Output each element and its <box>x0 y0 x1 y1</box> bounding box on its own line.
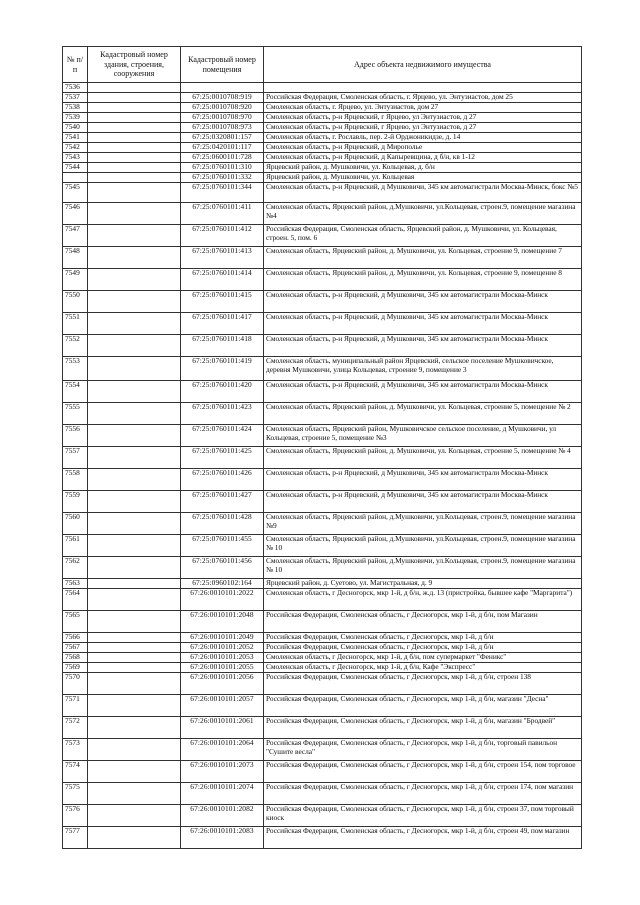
room-cadastral-cell: 67:25:0760101:424 <box>181 425 264 447</box>
table-row <box>63 557 582 579</box>
room-cadastral-cell: 67:26:0010101:2064 <box>181 739 264 761</box>
row-number: 7573 <box>63 739 88 761</box>
building-cadastral-cell <box>88 611 181 633</box>
table-row <box>63 579 582 589</box>
building-cadastral-cell <box>88 357 181 381</box>
room-cadastral-cell: 67:25:0760101:415 <box>181 291 264 313</box>
table-row <box>63 673 582 695</box>
table-row <box>63 203 582 225</box>
table-row <box>63 827 582 849</box>
address-cell: Смоленская область, Ярцевский район, д.Мушковичи, ул.Кольцевая, строен.9, помещение магазина № 10 <box>264 535 582 557</box>
header-address: Адрес объекта недвижимого имущества <box>264 47 582 83</box>
room-cadastral-cell: 67:25:0760101:455 <box>181 535 264 557</box>
row-number: 7536 <box>63 83 88 93</box>
row-number: 7538 <box>63 103 88 113</box>
building-cadastral-cell <box>88 579 181 589</box>
table-row <box>63 589 582 611</box>
row-number: 7556 <box>63 425 88 447</box>
row-number: 7566 <box>63 633 88 643</box>
address-cell: Российская Федерация, Смоленская область, г Десногорск, мкр 1-й, д б/н, строен 49, пом магазин <box>264 827 582 849</box>
row-number: 7554 <box>63 381 88 403</box>
room-cadastral-cell: 67:25:0760101:423 <box>181 403 264 425</box>
address-cell: Смоленская область, р-н Ярцевский, д Мушковичи, 345 км автомагистрали Москва-Минск <box>264 469 582 491</box>
address-cell: Смоленская область, Ярцевский район, д.Мушковичи, ул.Кольцевая, строен.9, помещение магазина №4 <box>264 203 582 225</box>
building-cadastral-cell <box>88 291 181 313</box>
room-cadastral-cell: 67:26:0010101:2052 <box>181 643 264 653</box>
address-cell: Ярцевский район, д. Мушковичи, ул. Кольцевая, д. б/н <box>264 163 582 173</box>
building-cadastral-cell <box>88 173 181 183</box>
address-cell: Смоленская область, г. Рославль, пер. 2-й Орджоникидзе, д. 14 <box>264 133 582 143</box>
table-row <box>63 225 582 247</box>
address-cell: Российская Федерация, Смоленская область, г Десногорск, мкр 1-й, д б/н, строен 154, пом торговое <box>264 761 582 783</box>
building-cadastral-cell <box>88 643 181 653</box>
room-cadastral-cell: 67:26:0010101:2056 <box>181 673 264 695</box>
building-cadastral-cell <box>88 653 181 663</box>
address-cell: Российская Федерация, Смоленская область, г Десногорск, мкр 1-й, д б/н, пом Магазин <box>264 611 582 633</box>
address-cell: Ярцевский район, д. Мушковичи, ул. Кольцевая <box>264 173 582 183</box>
building-cadastral-cell <box>88 827 181 849</box>
room-cadastral-cell: 67:25:0760101:413 <box>181 247 264 269</box>
row-number: 7541 <box>63 133 88 143</box>
row-number: 7570 <box>63 673 88 695</box>
room-cadastral-cell: 67:25:0010708:919 <box>181 93 264 103</box>
row-number: 7549 <box>63 269 88 291</box>
building-cadastral-cell <box>88 513 181 535</box>
address-cell <box>264 83 582 93</box>
row-number: 7557 <box>63 447 88 469</box>
row-number: 7545 <box>63 183 88 203</box>
table-row <box>63 739 582 761</box>
table-row <box>63 717 582 739</box>
table-row <box>63 469 582 491</box>
room-cadastral-cell: 67:26:0010101:2083 <box>181 827 264 849</box>
room-cadastral-cell: 67:26:0010101:2055 <box>181 663 264 673</box>
row-number: 7546 <box>63 203 88 225</box>
property-register-table <box>62 46 582 849</box>
building-cadastral-cell <box>88 805 181 827</box>
building-cadastral-cell <box>88 717 181 739</box>
table-row <box>63 143 582 153</box>
table-row <box>63 663 582 673</box>
building-cadastral-cell <box>88 673 181 695</box>
address-cell: Смоленская область, Ярцевский район, д. Мушковичи, ул. Кольцевая, строение 5, помещение № 4 <box>264 447 582 469</box>
table-row <box>63 695 582 717</box>
address-cell: Смоленская область, р-н Ярцевский, д Мушковичи, 345 км автомагистрали Москва-Минск <box>264 335 582 357</box>
row-number: 7550 <box>63 291 88 313</box>
room-cadastral-cell: 67:25:0760101:418 <box>181 335 264 357</box>
address-cell: Смоленская область, г. Ярцево, ул. Энтузиастов, дом 27 <box>264 103 582 113</box>
room-cadastral-cell: 67:25:0010708:970 <box>181 113 264 123</box>
row-number: 7555 <box>63 403 88 425</box>
building-cadastral-cell <box>88 633 181 643</box>
building-cadastral-cell <box>88 203 181 225</box>
table-row <box>63 335 582 357</box>
row-number: 7564 <box>63 589 88 611</box>
address-cell: Смоленская область, Ярцевский район, д. Мушковичи, ул. Кольцевая, строение 5, помещение № 2 <box>264 403 582 425</box>
building-cadastral-cell <box>88 663 181 673</box>
building-cadastral-cell <box>88 783 181 805</box>
table-body <box>63 83 582 849</box>
table-row <box>63 183 582 203</box>
table-row <box>63 633 582 643</box>
table-row <box>63 491 582 513</box>
building-cadastral-cell <box>88 335 181 357</box>
building-cadastral-cell <box>88 491 181 513</box>
address-cell: Смоленская область, р-н Ярцевский, д Мушковичи, 345 км автомагистрали Москва-Минск <box>264 313 582 335</box>
address-cell: Смоленская область, р-н Ярцевский, д Мирополье <box>264 143 582 153</box>
table-row <box>63 357 582 381</box>
building-cadastral-cell <box>88 269 181 291</box>
table-row <box>63 513 582 535</box>
address-cell: Смоленская область, р-н Ярцевский, г Ярцево, ул Энтузиастов, д 27 <box>264 113 582 123</box>
address-cell: Российская Федерация, Смоленская область, г Десногорск, мкр 1-й, д б/н <box>264 633 582 643</box>
building-cadastral-cell <box>88 133 181 143</box>
address-cell: Российская Федерация, Смоленская область, г Десногорск, мкр 1-й, д б/н, торговый павильон "Сушите весла" <box>264 739 582 761</box>
address-cell: Смоленская область, г Десногорск, мкр 1-й, д б/н, пом супермаркет "Феникс" <box>264 653 582 663</box>
room-cadastral-cell: 67:25:0760101:344 <box>181 183 264 203</box>
table-row <box>63 123 582 133</box>
building-cadastral-cell <box>88 739 181 761</box>
room-cadastral-cell: 67:26:0010101:2057 <box>181 695 264 717</box>
building-cadastral-cell <box>88 589 181 611</box>
address-cell: Смоленская область, р-н Ярцевский, г Ярцево, ул Энтузиастов, д 27 <box>264 123 582 133</box>
row-number: 7562 <box>63 557 88 579</box>
building-cadastral-cell <box>88 761 181 783</box>
building-cadastral-cell <box>88 93 181 103</box>
header-building-cadastral: Кадастровый номер здания, строения, сооружения <box>88 47 181 83</box>
table-row <box>63 403 582 425</box>
table-header-row <box>63 47 582 83</box>
building-cadastral-cell <box>88 83 181 93</box>
address-cell: Ярцевский район, д. Суетово, ул. Магистральная, д. 9 <box>264 579 582 589</box>
row-number: 7576 <box>63 805 88 827</box>
building-cadastral-cell <box>88 695 181 717</box>
table-row <box>63 761 582 783</box>
room-cadastral-cell: 67:26:0010101:2053 <box>181 653 264 663</box>
table-row <box>63 93 582 103</box>
row-number: 7568 <box>63 653 88 663</box>
address-cell: Смоленская область, Ярцевский район, д.Мушковичи, ул.Кольцевая, строен.9, помещение магазина №9 <box>264 513 582 535</box>
row-number: 7559 <box>63 491 88 513</box>
room-cadastral-cell: 67:25:0420101:117 <box>181 143 264 153</box>
room-cadastral-cell: 67:25:0760101:425 <box>181 447 264 469</box>
table-row <box>63 425 582 447</box>
row-number: 7569 <box>63 663 88 673</box>
room-cadastral-cell: 67:25:0760101:412 <box>181 225 264 247</box>
row-number: 7547 <box>63 225 88 247</box>
table-row <box>63 805 582 827</box>
row-number: 7542 <box>63 143 88 153</box>
row-number: 7552 <box>63 335 88 357</box>
address-cell: Российская Федерация, Смоленская область, г Десногорск, мкр 1-й, д б/н, строен 138 <box>264 673 582 695</box>
building-cadastral-cell <box>88 313 181 335</box>
address-cell: Российская Федерация, Смоленская область, Ярцевский район, д. Мушковичи, ул. Кольцевая, строен. 5, пом. 6 <box>264 225 582 247</box>
address-cell: Смоленская область, р-н Ярцевский, д Мушковичи, 345 км автомагистрали Москва-Минск <box>264 491 582 513</box>
building-cadastral-cell <box>88 163 181 173</box>
row-number: 7574 <box>63 761 88 783</box>
building-cadastral-cell <box>88 183 181 203</box>
address-cell: Российская Федерация, Смоленская область, г Десногорск, мкр 1-й, д б/н <box>264 643 582 653</box>
address-cell: Смоленская область, г Десногорск, мкр 1-й, д б/н, ж.д. 13 (пристройка, бывшее кафе "Маргарита") <box>264 589 582 611</box>
address-cell: Смоленская область, г Десногорск, мкр 1-й, д б/н, Кафе "Экспресс" <box>264 663 582 673</box>
table-row <box>63 291 582 313</box>
room-cadastral-cell: 67:26:0010101:2074 <box>181 783 264 805</box>
building-cadastral-cell <box>88 123 181 133</box>
address-cell: Российская Федерация, Смоленская область, г. Ярцево, ул. Энтузиастов, дом 25 <box>264 93 582 103</box>
room-cadastral-cell: 67:25:0760101:456 <box>181 557 264 579</box>
table-row <box>63 103 582 113</box>
building-cadastral-cell <box>88 469 181 491</box>
row-number: 7537 <box>63 93 88 103</box>
header-num: № п/п <box>63 47 88 83</box>
row-number: 7563 <box>63 579 88 589</box>
row-number: 7558 <box>63 469 88 491</box>
table-row <box>63 611 582 633</box>
table-row <box>63 447 582 469</box>
table-row <box>63 83 582 93</box>
address-cell: Смоленская область, Ярцевский район, д. Мушковичи, ул. Кольцевая, строение 9, помещение 7 <box>264 247 582 269</box>
room-cadastral-cell: 67:25:0320801:157 <box>181 133 264 143</box>
building-cadastral-cell <box>88 535 181 557</box>
row-number: 7561 <box>63 535 88 557</box>
table-row <box>63 173 582 183</box>
table-row <box>63 783 582 805</box>
building-cadastral-cell <box>88 113 181 123</box>
room-cadastral-cell: 67:26:0010101:2061 <box>181 717 264 739</box>
row-number: 7571 <box>63 695 88 717</box>
address-cell: Смоленская область, р-н Ярцевский, д Мушковичи, 345 км автомагистрали Москва-Минск, бокс №5 <box>264 183 582 203</box>
table-row <box>63 133 582 143</box>
header-room-cadastral: Кадастровый номер помещения <box>181 47 264 83</box>
table-row <box>63 643 582 653</box>
room-cadastral-cell: 67:26:0010101:2082 <box>181 805 264 827</box>
address-cell: Смоленская область, Ярцевский район, Мушковичское сельское поселение, д Мушковичи, ул Кольцевая, строение 5, помещение №3 <box>264 425 582 447</box>
row-number: 7544 <box>63 163 88 173</box>
address-cell: Смоленская область, Ярцевский район, д.Мушковичи, ул.Кольцевая, строен.9, помещение магазина № 10 <box>264 557 582 579</box>
room-cadastral-cell: 67:26:0010101:2048 <box>181 611 264 633</box>
building-cadastral-cell <box>88 403 181 425</box>
room-cadastral-cell: 67:25:0760101:419 <box>181 357 264 381</box>
table-row <box>63 113 582 123</box>
row-number: 7577 <box>63 827 88 849</box>
address-cell: Смоленская область, р-н Ярцевский, д Капыревщина, д б/н, кв 1-12 <box>264 153 582 163</box>
row-number: 7540 <box>63 123 88 133</box>
row-number: 7548 <box>63 247 88 269</box>
building-cadastral-cell <box>88 381 181 403</box>
room-cadastral-cell: 67:25:0760101:426 <box>181 469 264 491</box>
address-cell: Российская Федерация, Смоленская область, г Десногорск, мкр 1-й, д б/н, строен 174, пом магазин <box>264 783 582 805</box>
table-row <box>63 163 582 173</box>
room-cadastral-cell: 67:26:0010101:2022 <box>181 589 264 611</box>
building-cadastral-cell <box>88 103 181 113</box>
address-cell: Российская Федерация, Смоленская область, г Десногорск, мкр 1-й, д б/н, магазин "Бродвей" <box>264 717 582 739</box>
building-cadastral-cell <box>88 557 181 579</box>
room-cadastral-cell: 67:25:0760101:332 <box>181 173 264 183</box>
address-cell: Российская Федерация, Смоленская область, г Десногорск, мкр 1-й, д б/н, магазин "Десна" <box>264 695 582 717</box>
table-row <box>63 653 582 663</box>
room-cadastral-cell: 67:25:0010708:973 <box>181 123 264 133</box>
room-cadastral-cell: 67:25:0600101:728 <box>181 153 264 163</box>
room-cadastral-cell <box>181 83 264 93</box>
row-number: 7565 <box>63 611 88 633</box>
address-cell: Российская Федерация, Смоленская область, г Десногорск, мкр 1-й, д б/н, строен 37, пом торговый киоск <box>264 805 582 827</box>
room-cadastral-cell: 67:25:0760101:428 <box>181 513 264 535</box>
row-number: 7567 <box>63 643 88 653</box>
address-cell: Смоленская область, Ярцевский район, д. Мушковичи, ул. Кольцевая, строение 9, помещение 8 <box>264 269 582 291</box>
room-cadastral-cell: 67:25:0010708:920 <box>181 103 264 113</box>
building-cadastral-cell <box>88 425 181 447</box>
table-row <box>63 313 582 335</box>
row-number: 7551 <box>63 313 88 335</box>
room-cadastral-cell: 67:25:0760101:411 <box>181 203 264 225</box>
row-number: 7543 <box>63 153 88 163</box>
room-cadastral-cell: 67:25:0760101:427 <box>181 491 264 513</box>
room-cadastral-cell: 67:26:0010101:2049 <box>181 633 264 643</box>
building-cadastral-cell <box>88 143 181 153</box>
building-cadastral-cell <box>88 225 181 247</box>
room-cadastral-cell: 67:25:0760101:310 <box>181 163 264 173</box>
address-cell: Смоленская область, р-н Ярцевский, д Мушковичи, 345 км автомагистрали Москва-Минск <box>264 291 582 313</box>
row-number <box>63 173 88 183</box>
building-cadastral-cell <box>88 247 181 269</box>
building-cadastral-cell <box>88 153 181 163</box>
row-number: 7572 <box>63 717 88 739</box>
row-number: 7553 <box>63 357 88 381</box>
table-row <box>63 247 582 269</box>
table-row <box>63 535 582 557</box>
table-row <box>63 269 582 291</box>
address-cell: Смоленская область, р-н Ярцевский, д Мушковичи, 345 км автомагистрали Москва-Минск <box>264 381 582 403</box>
address-cell: Смоленская область, муниципальный район Ярцевский, сельское поселение Мушковичское, деревня Мушковичи, улица Кольцевая, строение 9, помещение 3 <box>264 357 582 381</box>
room-cadastral-cell: 67:25:0760101:417 <box>181 313 264 335</box>
room-cadastral-cell: 67:25:0760101:414 <box>181 269 264 291</box>
building-cadastral-cell <box>88 447 181 469</box>
room-cadastral-cell: 67:26:0010101:2073 <box>181 761 264 783</box>
room-cadastral-cell: 67:25:0960102:164 <box>181 579 264 589</box>
table-row <box>63 381 582 403</box>
room-cadastral-cell: 67:25:0760101:420 <box>181 381 264 403</box>
row-number: 7575 <box>63 783 88 805</box>
row-number: 7560 <box>63 513 88 535</box>
table-row <box>63 153 582 163</box>
row-number: 7539 <box>63 113 88 123</box>
